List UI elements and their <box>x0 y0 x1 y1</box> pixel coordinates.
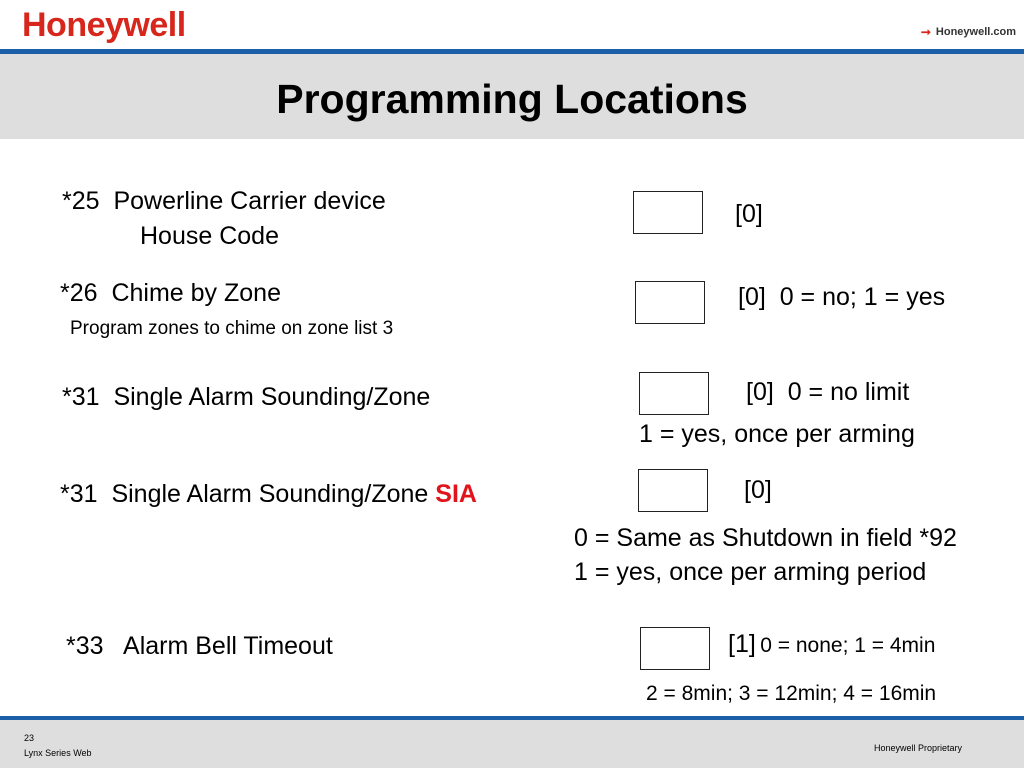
item-25-title-line2: House Code <box>140 222 279 250</box>
item-31-sia-desc: 0 = Same as Shutdown in field *92 <box>574 524 957 552</box>
item-31-desc: 0 = no limit <box>787 378 910 406</box>
item-33-code: *33 <box>66 632 104 660</box>
item-33-title: Alarm Bell Timeout <box>123 632 333 660</box>
item-25-code: *25 <box>62 187 100 215</box>
honeywell-logo: Honeywell <box>22 6 186 44</box>
item-33-default: [1] <box>728 630 756 658</box>
arrow-right-icon: ➞ <box>920 25 931 39</box>
item-31-sia-default: [0] <box>744 476 772 504</box>
item-26-default-desc <box>738 283 945 312</box>
item-33-entry-box[interactable] <box>640 627 710 670</box>
item-25-title: Powerline Carrier device <box>113 187 386 215</box>
honeywell-link[interactable] <box>921 25 1016 39</box>
item-31-default: [0] <box>746 378 774 406</box>
item-31-code: *31 <box>62 383 100 411</box>
item-26-code: *26 <box>60 279 98 307</box>
sia-tag: SIA <box>435 480 477 508</box>
item-31-label <box>62 383 430 412</box>
item-26-entry-box[interactable] <box>635 281 705 324</box>
item-26-label <box>60 279 281 308</box>
item-33-desc: 0 = none; 1 = 4min <box>760 634 936 657</box>
page-title: Programming Locations <box>276 76 748 122</box>
item-26-desc: 0 = no; 1 = yes <box>779 283 946 311</box>
item-31-sia-title: Single Alarm Sounding/Zone <box>111 480 429 508</box>
item-33-label <box>66 632 333 661</box>
honeywell-link-label: Honeywell.com <box>935 26 1016 38</box>
footer-band <box>0 720 1024 768</box>
footer-series: Lynx Series Web <box>24 748 92 758</box>
page-number: 23 <box>24 733 35 743</box>
item-31-entry-box[interactable] <box>639 372 709 415</box>
item-26-title: Chime by Zone <box>111 279 281 307</box>
item-31-sia-code: *31 <box>60 480 98 508</box>
item-31-title: Single Alarm Sounding/Zone <box>113 383 431 411</box>
item-25-default: [0] <box>735 200 763 228</box>
item-31-sia-desc-line2: 1 = yes, once per arming period <box>574 558 927 586</box>
item-31-desc-line2: 1 = yes, once per arming <box>639 420 915 448</box>
item-26-default: [0] <box>738 283 766 311</box>
item-25-entry-box[interactable] <box>633 191 703 234</box>
footer-proprietary: Honeywell Proprietary <box>874 743 963 753</box>
item-31-sia-label <box>60 480 477 509</box>
item-33-default-desc <box>728 630 935 659</box>
item-26-subtext: Program zones to chime on zone list 3 <box>70 318 394 339</box>
item-25-label <box>62 187 386 216</box>
item-31-default-desc <box>746 378 909 407</box>
item-31-sia-entry-box[interactable] <box>638 469 708 512</box>
item-33-desc-line2: 2 = 8min; 3 = 12min; 4 = 16min <box>646 682 937 705</box>
